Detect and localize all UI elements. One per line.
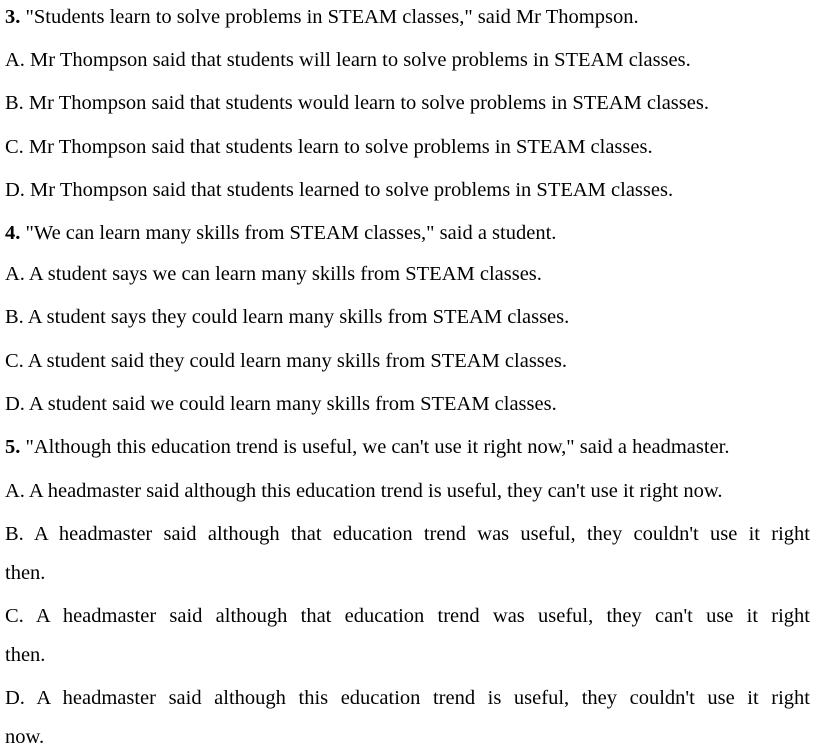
question-4-prompt <box>5 221 556 245</box>
question-5-option-c-continuation: then. <box>5 644 46 666</box>
question-text: "We can learn many skills from STEAM classes," said a student. <box>25 222 557 244</box>
question-number: 3. <box>5 6 21 28</box>
question-text: "Students learn to solve problems in STEAM classes," said Mr Thompson. <box>25 6 639 28</box>
question-5-option-d: D. A headmaster said although this education trend is useful, they couldn't use it right <box>5 687 810 709</box>
question-4-option-a: A. A student says we can learn many skills from STEAM classes. <box>5 263 542 285</box>
question-4-option-d: D. A student said we could learn many skills from STEAM classes. <box>5 393 557 415</box>
question-5-option-b-continuation: then. <box>5 562 46 584</box>
question-3-option-c: C. Mr Thompson said that students learn to solve problems in STEAM classes. <box>5 136 653 158</box>
question-4-option-c: C. A student said they could learn many skills from STEAM classes. <box>5 350 567 372</box>
question-5-option-d-continuation: now. <box>5 726 45 748</box>
question-5-prompt <box>5 435 730 459</box>
question-3-option-b: B. Mr Thompson said that students would learn to solve problems in STEAM classes. <box>5 92 709 114</box>
question-5-option-c: C. A headmaster said although that education trend was useful, they can't use it right <box>5 605 810 627</box>
question-5-option-b: B. A headmaster said although that education trend was useful, they couldn't use it right <box>5 523 810 545</box>
question-3-prompt <box>5 5 639 29</box>
question-4-option-b: B. A student says they could learn many skills from STEAM classes. <box>5 306 570 328</box>
question-number: 4. <box>5 222 21 244</box>
question-3-option-a: A. Mr Thompson said that students will learn to solve problems in STEAM classes. <box>5 49 691 71</box>
question-5-option-a: A. A headmaster said although this education trend is useful, they can't use it right now. <box>5 480 723 502</box>
question-3-option-d: D. Mr Thompson said that students learned to solve problems in STEAM classes. <box>5 179 674 201</box>
question-text: "Although this education trend is useful, we can't use it right now," said a headmaster. <box>25 436 730 458</box>
question-number: 5. <box>5 436 21 458</box>
